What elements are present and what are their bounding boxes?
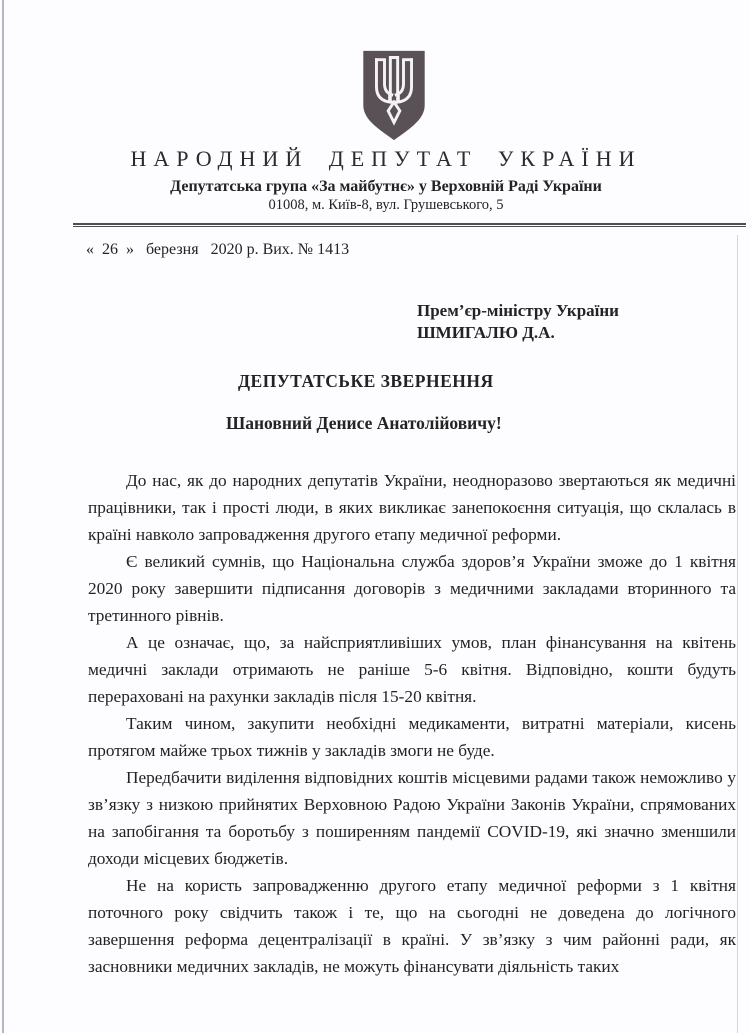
body-paragraph: Не на користь запровадженню другого етапу медичної реформи з 1 квітня поточного року свідчить також і те, що на сьогодні не доведена до логічного завершення реформа децентралізації в країні. У зв’язку з чим районні ради, як засновники медичних закладів, не можуть фінансувати діяльність таких [88,876,736,976]
body-paragraph: Є великий сумнів, що Національна служба здоров’я України зможе до 1 квітня 2020 року завершити підписання договорів з медичними закладами вторинного та третинного рівнів. [88,552,736,625]
body-paragraph: А це означає, що, за найсприятливіших умов, план фінансування на квітень медичні заклади отримають не раніше 5-6 квітня. Відповідно, кошти будуть перераховані на рахунки закладів після 15-20 квітня. [88,633,736,706]
recipient-name: ШМИГАЛЮ Д.А. [417,323,555,342]
body-paragraph: Таким чином, закупити необхідні медикаменти, витратні матеріали, кисень протягом майже трьох тижнів у закладів змоги не буде. [88,714,736,760]
body-paragraph: До нас, як до народних депутатів України, неодноразово звертаються як медичні працівники, так і прості люди, в яких викликає занепокоєння ситуація, що склалась в країні навколо запровадження другого етапу медичної реформи. [88,471,736,544]
document-title: ДЕПУТАТСЬКЕ ЗВЕРНЕННЯ [238,371,494,391]
recipient-title: Прем’єр-міністру України [417,301,619,320]
letterhead [0,0,750,214]
letter-body [88,467,736,980]
ukraine-trident-emblem-icon [30,48,750,143]
scan-edge-right [737,235,738,1033]
header-divider [73,223,746,227]
scan-edge-left [2,0,4,1033]
letterhead-title: НАРОДНИЙ ДЕПУТАТ УКРАЇНИ [130,146,642,171]
salutation: Шановний Денисе Анатолійовичу! [226,413,502,433]
date-reference-line: « 26 » березня 2020 р. Вих. № 1413 [86,241,350,258]
recipient-block [417,300,750,344]
body-paragraph: Передбачити виділення відповідних коштів місцевими радами також неможливо у зв’язку з низкою прийнятих Верховною Радою України Законів України, спрямованих на запобігання та боротьбу з поширенням пандемії COVID-19, які значно зменшили доходи місцевих бюджетів. [88,768,736,868]
letterhead-address: 01008, м. Київ-8, вул. Грушевського, 5 [268,197,504,213]
letterhead-subtitle: Депутатська група «За майбутнє» у Верховній Раді України [170,178,602,195]
